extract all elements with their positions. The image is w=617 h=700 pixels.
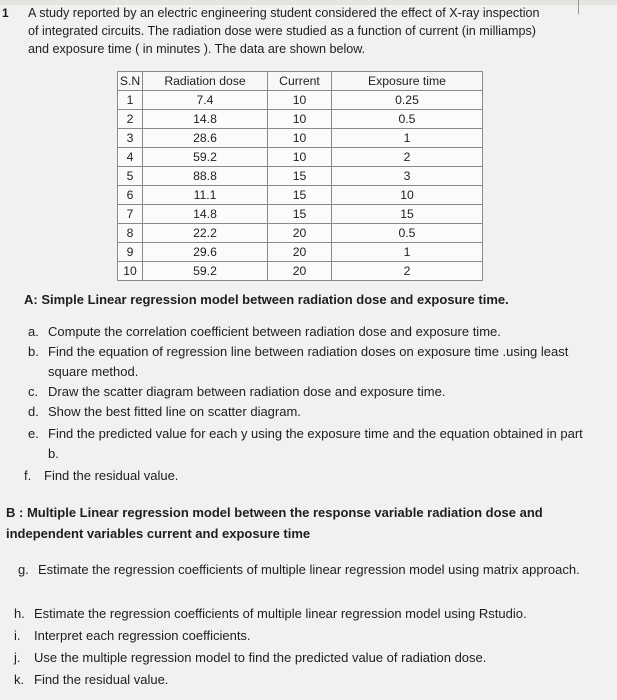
intro-line: A study reported by an electric engineering student considered the effect of X-ray inspection [28,6,540,20]
list-item-text: Estimate the regression coefficients of multiple linear regression model using Rstudio. [34,606,527,621]
list-item [28,424,588,464]
cell-current: 10 [268,91,332,110]
table-row [118,186,483,205]
cell-exposure-time: 2 [332,262,483,281]
cell-current: 15 [268,205,332,224]
cell-current: 20 [268,224,332,243]
table-row [118,224,483,243]
list-item-label: h. [14,606,25,621]
list-item [28,342,588,382]
cell-exposure-time: 10 [332,186,483,205]
cell-exposure-time: 15 [332,205,483,224]
list-item-text: Find the residual value. [34,672,169,687]
cell-sn: 2 [118,110,143,129]
table-row [118,205,483,224]
header-radiation-dose: Radiation dose [143,72,268,91]
cell-radiation-dose: 59.2 [143,148,268,167]
cell-current: 20 [268,262,332,281]
table-row [118,91,483,110]
list-item-text: Show the best fitted line on scatter diagram. [48,404,301,419]
header-sn: S.N [118,72,143,91]
list-item-label: b. [28,344,39,359]
list-item-label: i. [14,628,21,643]
list-item [28,382,588,402]
list-item-label: f. [24,468,32,483]
table-row [118,167,483,186]
cell-exposure-time: 1 [332,129,483,148]
cell-exposure-time: 0.25 [332,91,483,110]
list-item-label: g. [18,562,29,577]
table-row [118,148,483,167]
cell-current: 15 [268,167,332,186]
header-current: Current [268,72,332,91]
list-item [14,670,604,690]
intro-line: of integrated circuits. The radiation dose were studied as a function of current (in milliamps) [28,24,536,38]
list-item [28,402,588,422]
intro-paragraph [28,4,588,58]
list-item-label: c. [28,384,39,399]
list-item [14,648,604,668]
list-item-label: d. [28,404,39,419]
list-item-text: Find the equation of regression line between radiation doses on exposure time .using least square method. [48,344,569,379]
cell-sn: 1 [118,91,143,110]
cell-exposure-time: 3 [332,167,483,186]
cell-current: 10 [268,148,332,167]
list-item-text: Compute the correlation coefficient between radiation dose and exposure time. [48,324,501,339]
cell-current: 15 [268,186,332,205]
list-item [18,560,588,580]
cell-radiation-dose: 59.2 [143,262,268,281]
header-exposure-time: Exposure time [332,72,483,91]
cell-exposure-time: 0.5 [332,224,483,243]
list-item-text: Interpret each regression coefficients. [34,628,251,643]
list-item-label: k. [14,672,25,687]
cell-radiation-dose: 11.1 [143,186,268,205]
list-item [14,626,604,646]
list-item-label: e. [28,426,39,441]
cell-radiation-dose: 14.8 [143,205,268,224]
cell-exposure-time: 0.5 [332,110,483,129]
cell-sn: 10 [118,262,143,281]
cell-current: 20 [268,243,332,262]
cell-radiation-dose: 7.4 [143,91,268,110]
cell-radiation-dose: 28.6 [143,129,268,148]
list-item-text: Use the multiple regression model to find the predicted value of radiation dose. [34,650,487,665]
list-item-text: Draw the scatter diagram between radiation dose and exposure time. [48,384,446,399]
table-row [118,262,483,281]
cell-sn: 6 [118,186,143,205]
cell-radiation-dose: 14.8 [143,110,268,129]
cell-radiation-dose: 29.6 [143,243,268,262]
intro-line: and exposure time ( in minutes ). The data are shown below. [28,42,366,56]
cell-current: 10 [268,110,332,129]
list-item [24,466,584,486]
table-row [118,243,483,262]
list-item-text: Find the residual value. [44,468,179,483]
cell-sn: 7 [118,205,143,224]
data-table [117,71,483,281]
list-item [14,604,604,624]
section-b-title: B : Multiple Linear regression model between the response variable radiation dose and independent variables current and exposure time [6,505,543,541]
cell-sn: 5 [118,167,143,186]
list-item [28,322,588,342]
cell-sn: 9 [118,243,143,262]
table-header-row [118,72,483,91]
cell-current: 10 [268,129,332,148]
list-item-text: Find the predicted value for each y using the exposure time and the equation obtained in part b. [48,426,583,461]
cell-sn: 8 [118,224,143,243]
cell-radiation-dose: 22.2 [143,224,268,243]
table-row [118,110,483,129]
list-item-text: Estimate the regression coefficients of multiple linear regression model using matrix approach. [38,562,580,577]
section-a-title: A: Simple Linear regression model between radiation dose and exposure time. [24,292,509,307]
cell-exposure-time: 1 [332,243,483,262]
list-item-label: a. [28,324,39,339]
cell-sn: 4 [118,148,143,167]
list-item-label: j. [14,650,21,665]
table-row [118,129,483,148]
cell-exposure-time: 2 [332,148,483,167]
cell-radiation-dose: 88.8 [143,167,268,186]
question-number: 1 [2,6,9,20]
cell-sn: 3 [118,129,143,148]
